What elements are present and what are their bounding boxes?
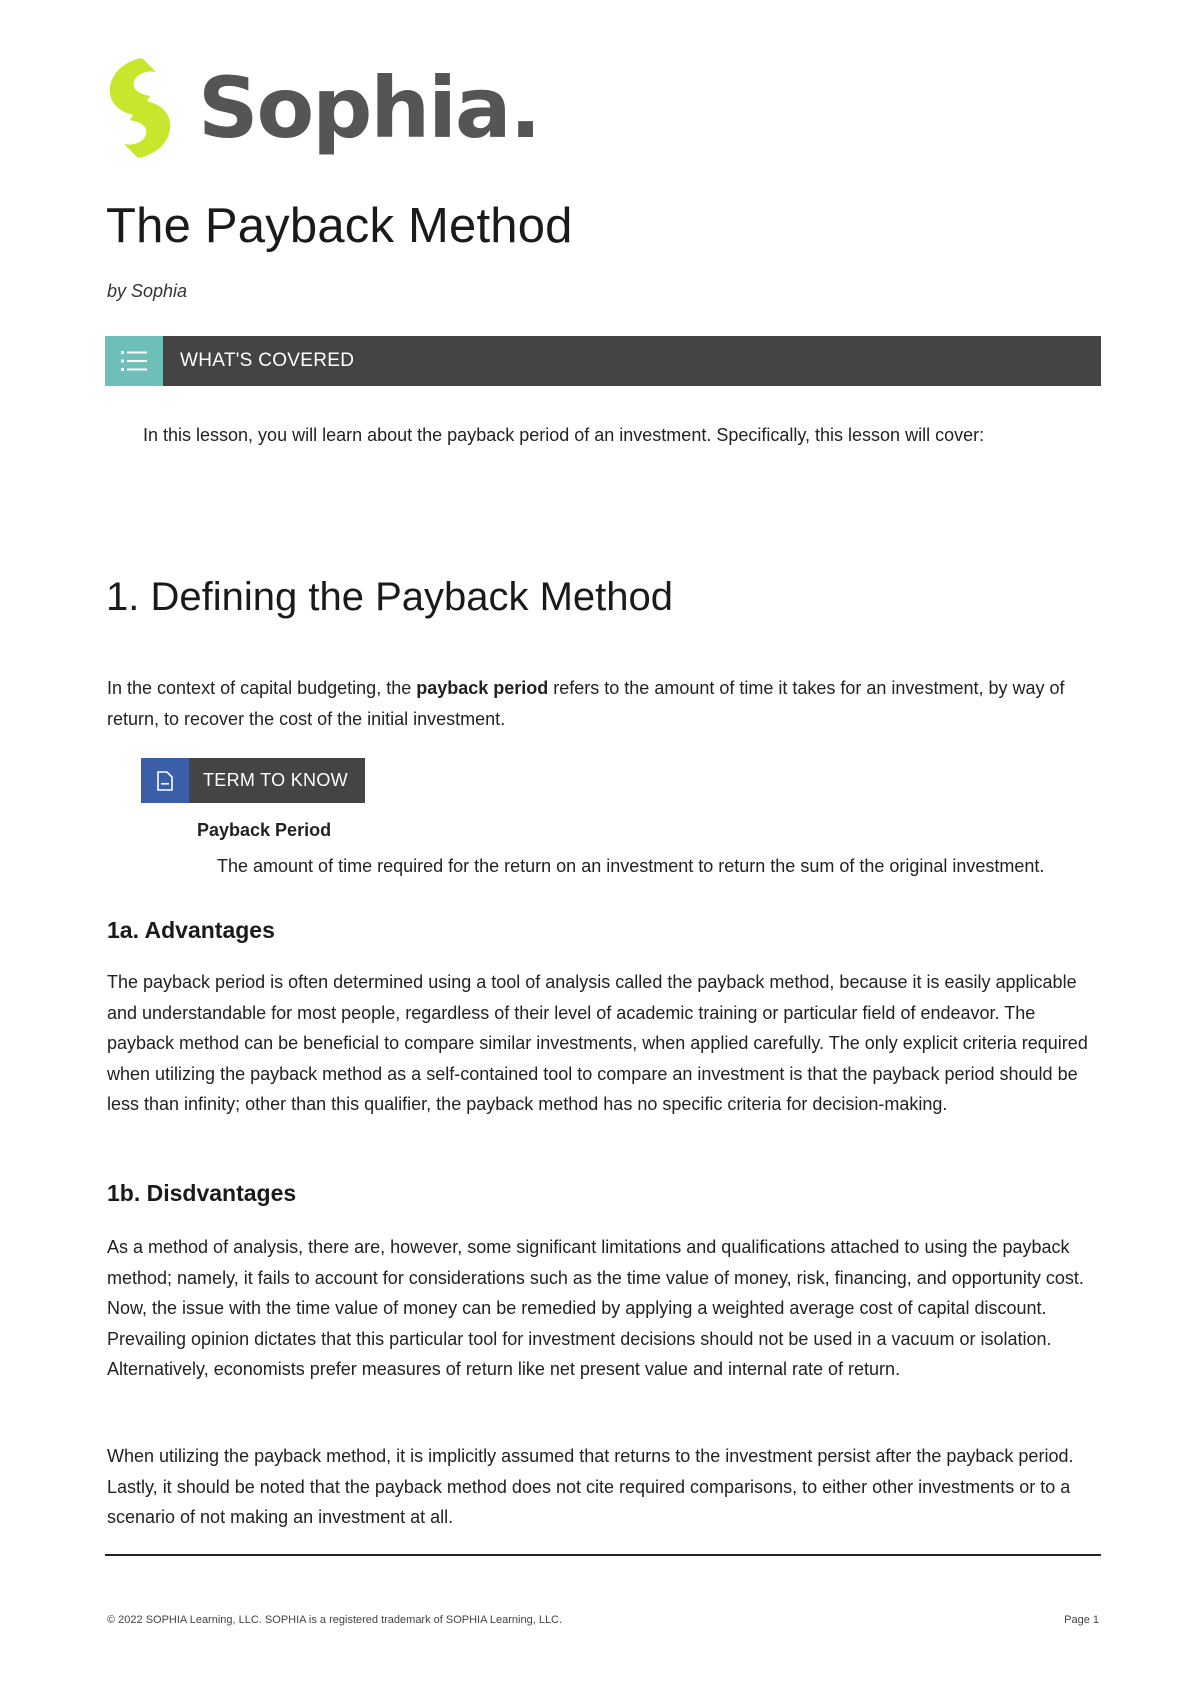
whats-covered-bar	[105, 336, 1101, 386]
advantages-paragraph: The payback period is often determined using a tool of analysis called the payback method, because it is easily applicable and understandable for most people, regardless of their level of academic training or particular field of endeavor. The payback method can be beneficial to compare similar investments, when applied carefully. The only explicit criteria required when utilizing the payback method as a self-contained tool to compare an investment is that the payback period should be less than infinity; other than this qualifier, the payback method has no specific criteria for decision-making.	[107, 972, 1088, 1115]
footer-divider	[105, 1554, 1101, 1556]
payback-period-term: payback period	[416, 678, 549, 698]
page-number: Page 1	[1064, 1614, 1099, 1626]
whats-covered-label: WHAT'S COVERED	[180, 350, 355, 371]
document-icon	[141, 758, 189, 803]
term-definition: The amount of time required for the return on an investment to return the sum of the original investment.	[217, 856, 1045, 876]
subsection-heading-disadvantages: 1b. Disdvantages	[107, 1180, 297, 1206]
sophia-logo-icon	[104, 56, 176, 160]
term-to-know-label: TERM TO KNOW	[203, 770, 348, 790]
byline: by Sophia	[107, 281, 188, 301]
disadvantages-paragraph-2: When utilizing the payback method, it is implicitly assumed that returns to the investment persist after the payback period. Lastly, it should be noted that the payback method does not cite required comparisons, to either other investments or to a scenario of not making an investment at all.	[107, 1446, 1074, 1528]
term-to-know-bar	[141, 758, 365, 803]
section-heading-defining: 1. Defining the Payback Method	[106, 575, 674, 619]
subsection-heading-advantages: 1a. Advantages	[107, 917, 275, 943]
logo-wordmark: Sophia.	[198, 59, 540, 157]
term-name: Payback Period	[197, 820, 332, 840]
covered-intro-text: In this lesson, you will learn about the payback period of an investment. Specifically, this lesson will cover:	[143, 425, 985, 445]
sophia-logo	[104, 56, 540, 160]
disadvantages-paragraph-1: As a method of analysis, there are, however, some significant limitations and qualifications attached to using the payback method; namely, it fails to account for considerations such as the time value of money, risk, financing, and opportunity cost. Now, the issue with the time value of money can be remedied by applying a weighted average cost of capital discount. Prevailing opinion dictates that this particular tool for investment decisions should not be used in a vacuum or isolation. Alternatively, economists prefer measures of return like net present value and internal rate of return.	[107, 1237, 1084, 1380]
definition-paragraph: In the context of capital budgeting, the payback period refers to the amount of time it takes for an investment, by way of return, to recover the cost of the initial investment.	[107, 678, 1065, 729]
footer-copyright: © 2022 SOPHIA Learning, LLC. SOPHIA is a registered trademark of SOPHIA Learning, LLC.	[107, 1614, 563, 1626]
page-title: The Payback Method	[106, 199, 573, 253]
list-icon	[105, 336, 163, 386]
